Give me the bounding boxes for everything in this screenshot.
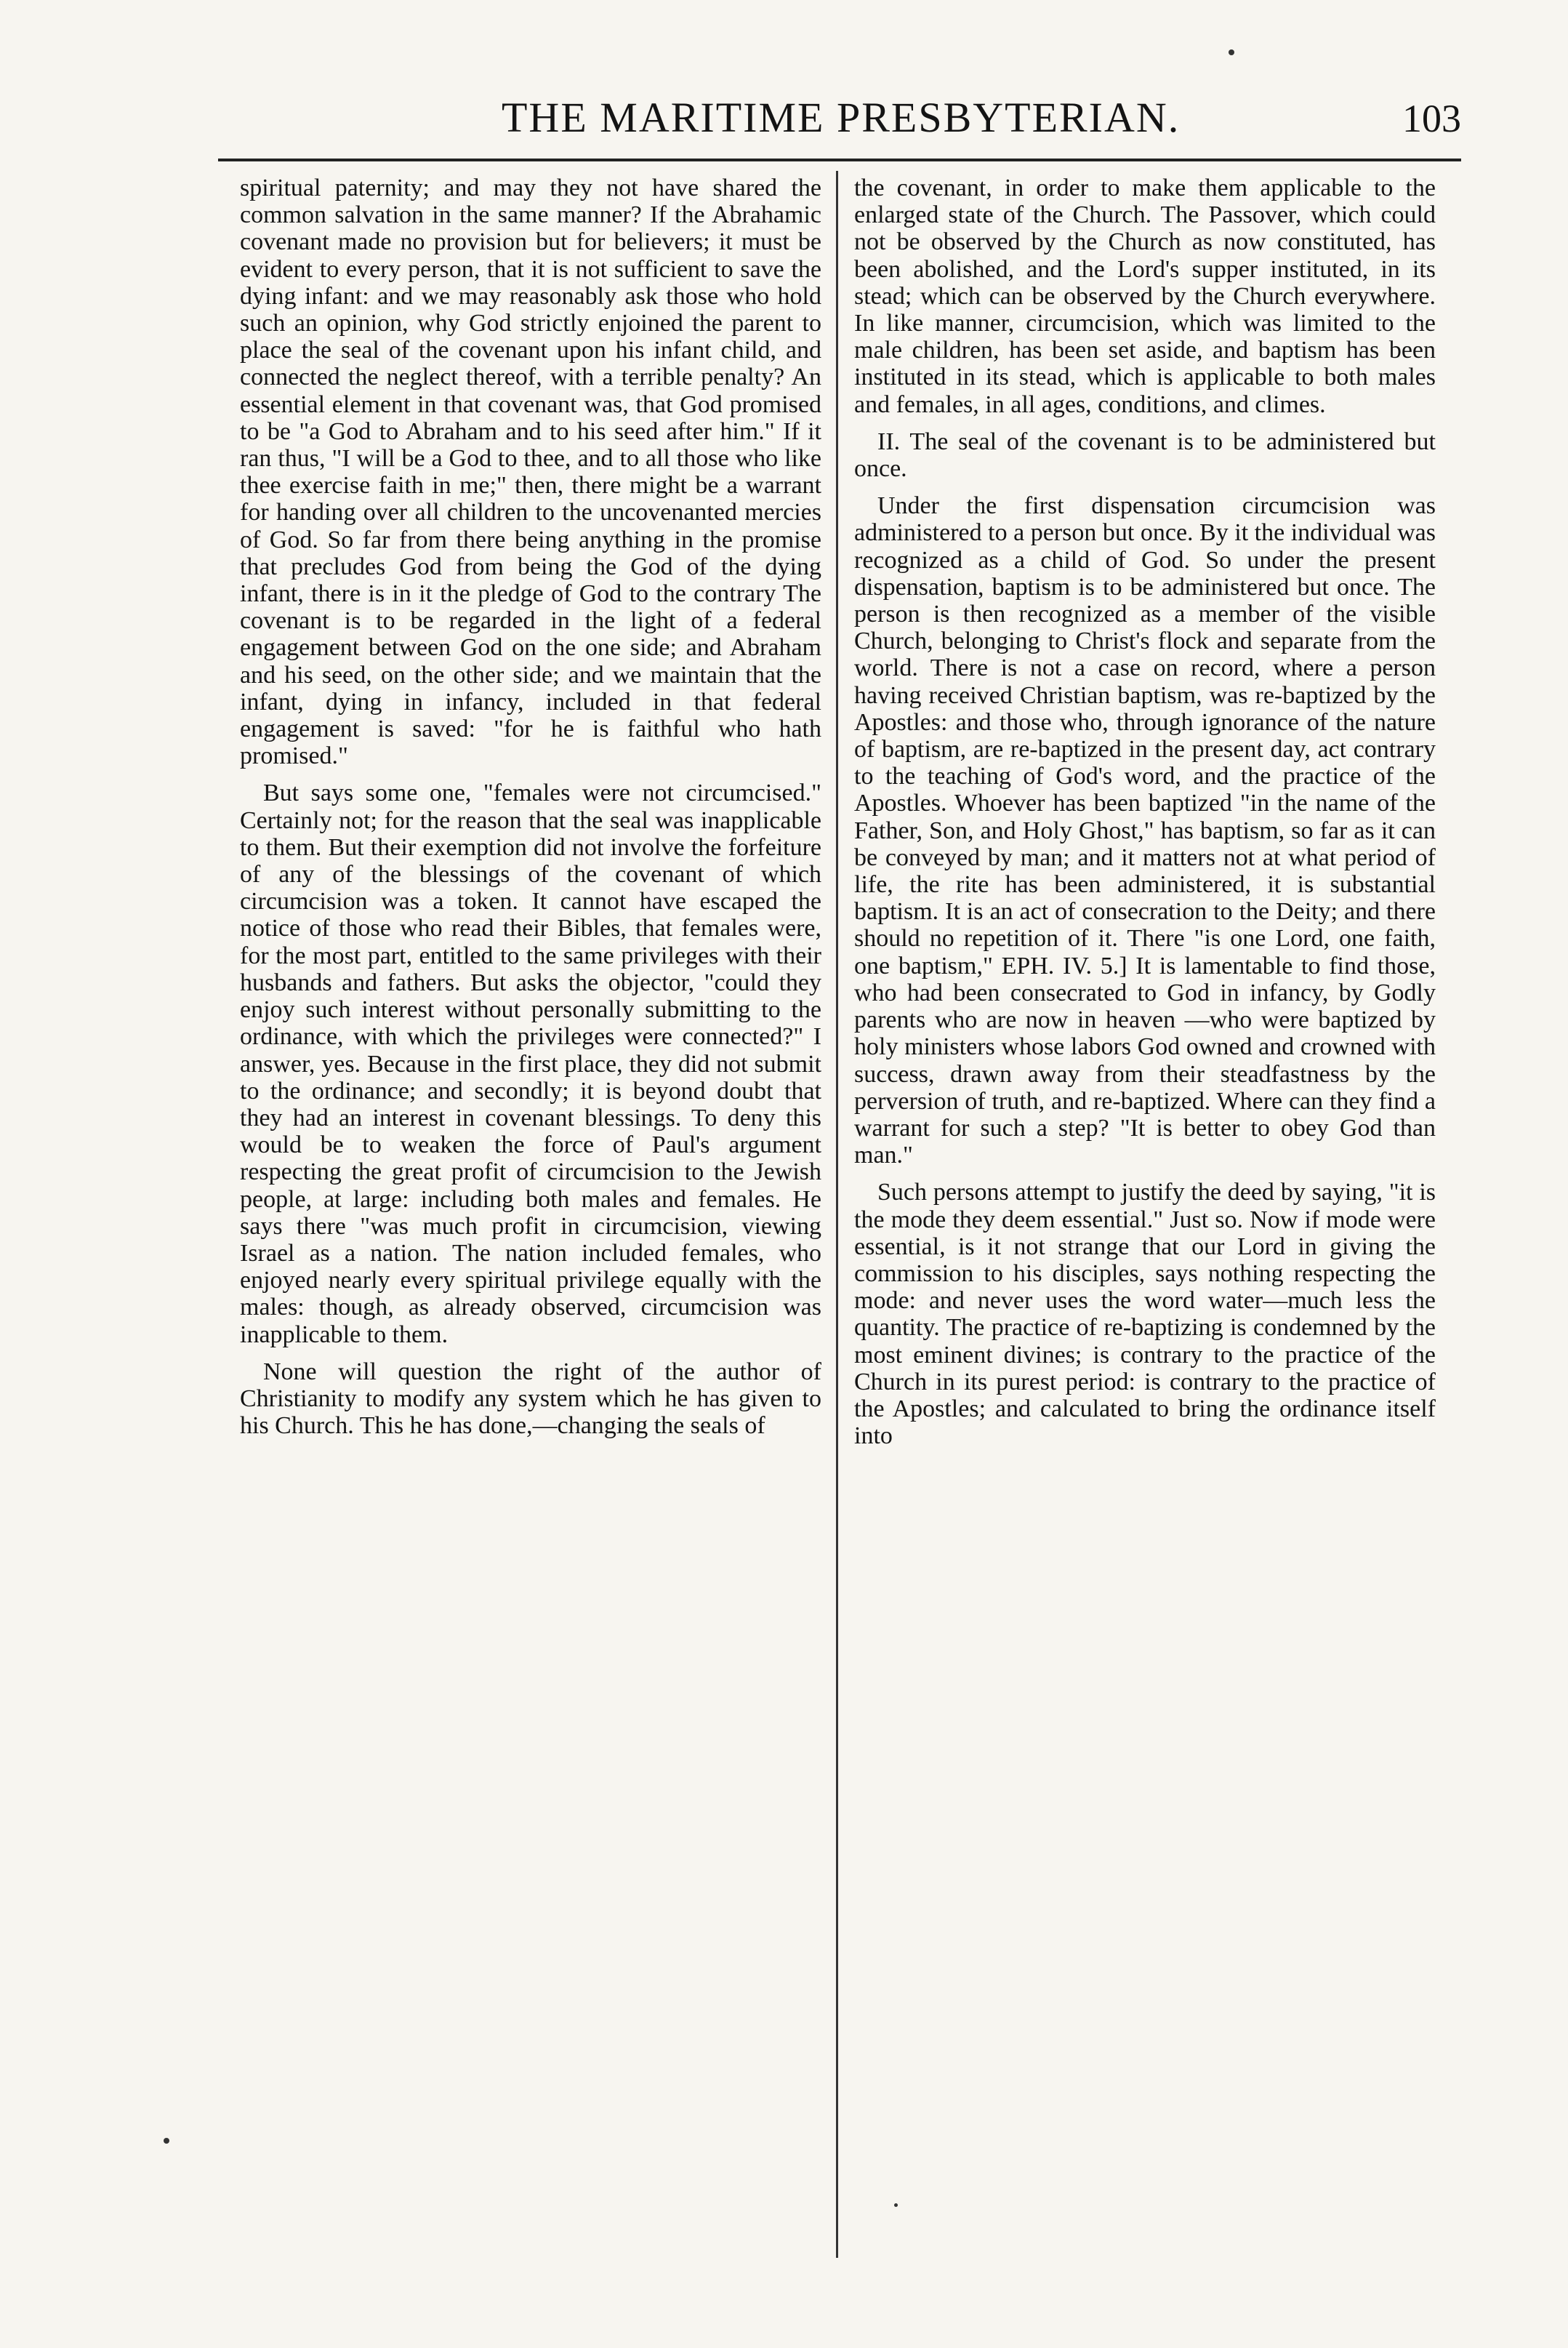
column-divider bbox=[836, 171, 838, 2258]
page-number: 103 bbox=[1402, 97, 1461, 140]
page-header bbox=[218, 86, 1461, 151]
paragraph: But says some one, "females were not circumcised." Certainly not; for the reason that the seal was inapplicable to them. But their exemption did not involve the forfeiture of any of the blessings of the covenant of which circumcision was a token. It cannot have escaped the notice of those who read their Bibles, that females were, for the most part, entitled to the same privileges with their husbands and fathers. But asks the objector, "could they enjoy such interest without personally submitting to the ordinance, with which the privileges were connected?" I answer, yes. Because in the first place, they did not submit to the ordinance; and secondly; it is beyond doubt that they had an interest in covenant blessings. To deny this would be to weaken the force of Paul's argument respecting the great profit of circumcision to the Jewish people, at large: including both males and females. He says there "was much profit in circumcision, viewing Israel as a nation. The nation included females, who enjoyed nearly every spiritual privilege equally with the males: though, as already observed, circumcision was inapplicable to them. bbox=[240, 780, 821, 1348]
section-heading: II. The seal of the covenant is to be administered but once. bbox=[854, 428, 1436, 483]
paragraph: spiritual paternity; and may they not have shared the common salvation in the same manner? If the Abrahamic covenant made no provision but for believers; it must be evident to every person, that it is not sufficient to save the dying infant: and we may reasonably ask those who hold such an opinion, why God strictly enjoined the parent to place the seal of the covenant upon his infant child, and connected the neglect thereof, with a terrible penalty? An essential element in that covenant was, that God promised to be "a God to Abraham and to his seed after him." If it ran thus, "I will be a God to thee, and to all those who like thee exercise faith in me;" then, there might be a warrant for handing over all children to the uncovenanted mercies of God. So far from there being anything in the promise that precludes God from being the God of the dying infant, there is in it the pledge of God to the contrary The covenant is to be regarded in the light of a federal engagement between God on the one side; and Abraham and his seed, on the other side; and we maintain that the infant, dying in infancy, included in that federal engagement is saved: "for he is faithful who hath promised." bbox=[240, 175, 821, 770]
paragraph: None will question the right of the author of Christianity to modify any system which he has given to his Church. This he has done,—changing the seals of bbox=[240, 1358, 821, 1440]
header-rule bbox=[218, 159, 1461, 161]
paragraph: Under the first dispensation circumcision was administered to a person but once. By it the individual was recognized as a child of God. So under the present dispensation, baptism is to be administered but once. The person is then recognized as a member of the visible Church, belonging to Christ's flock and separate from the world. There is not a case on record, where a person having received Christian baptism, was re-baptized by the Apostles: and those who, through ignorance of the nature of baptism, are re-baptized in the present day, act contrary to the teaching of God's word, and the practice of the Apostles. Whoever has been baptized "in the name of the Father, Son, and Holy Ghost," has baptism, so far as it can be conveyed by man; and it matters not at what period of life, the rite has been administered, it is substantial baptism. It is an act of consecration to the Deity; and there should no repetition of it. There "is one Lord, one faith, one baptism," EPH. IV. 5.] It is lamentable to find those, who had been consecrated to God in infancy, by Godly parents who are now in heaven —who were baptized by holy ministers whose labors God owned and crowned with success, drawn away from their steadfastness by the perversion of truth, and re-baptized. Where can they find a warrant for such a step? "It is better to obey God than man." bbox=[854, 492, 1436, 1169]
paragraph: Such persons attempt to justify the deed by saying, "it is the mode they deem essential." Just so. Now if mode were essential, is it not strange that our Lord in giving the commission to his disciples, says nothing respecting the mode: and never uses the word water—much less the quantity. The practice of re-baptizing is condemned by the most eminent divines; is contrary to the practice of the Church in its purest period: is contrary to the practice of the Apostles; and calculated to bring the ordinance itself into bbox=[854, 1179, 1436, 1450]
print-speck bbox=[1229, 49, 1234, 55]
paragraph: the covenant, in order to make them applicable to the enlarged state of the Church. The Passover, which could not be observed by the Church as now constituted, has been abolished, and the Lord's supper instituted, in its stead; which can be observed by the Church everywhere. In like manner, circumcision, which was limited to the male children, has been set aside, and baptism has been instituted in its stead, which is applicable to both males and females, in all ages, conditions, and climes. bbox=[854, 175, 1436, 418]
print-speck bbox=[894, 2203, 898, 2207]
left-column bbox=[240, 175, 821, 2276]
print-speck bbox=[164, 2138, 169, 2144]
right-column bbox=[854, 175, 1436, 2276]
running-title: THE MARITIME PRESBYTERIAN. bbox=[502, 94, 1181, 141]
